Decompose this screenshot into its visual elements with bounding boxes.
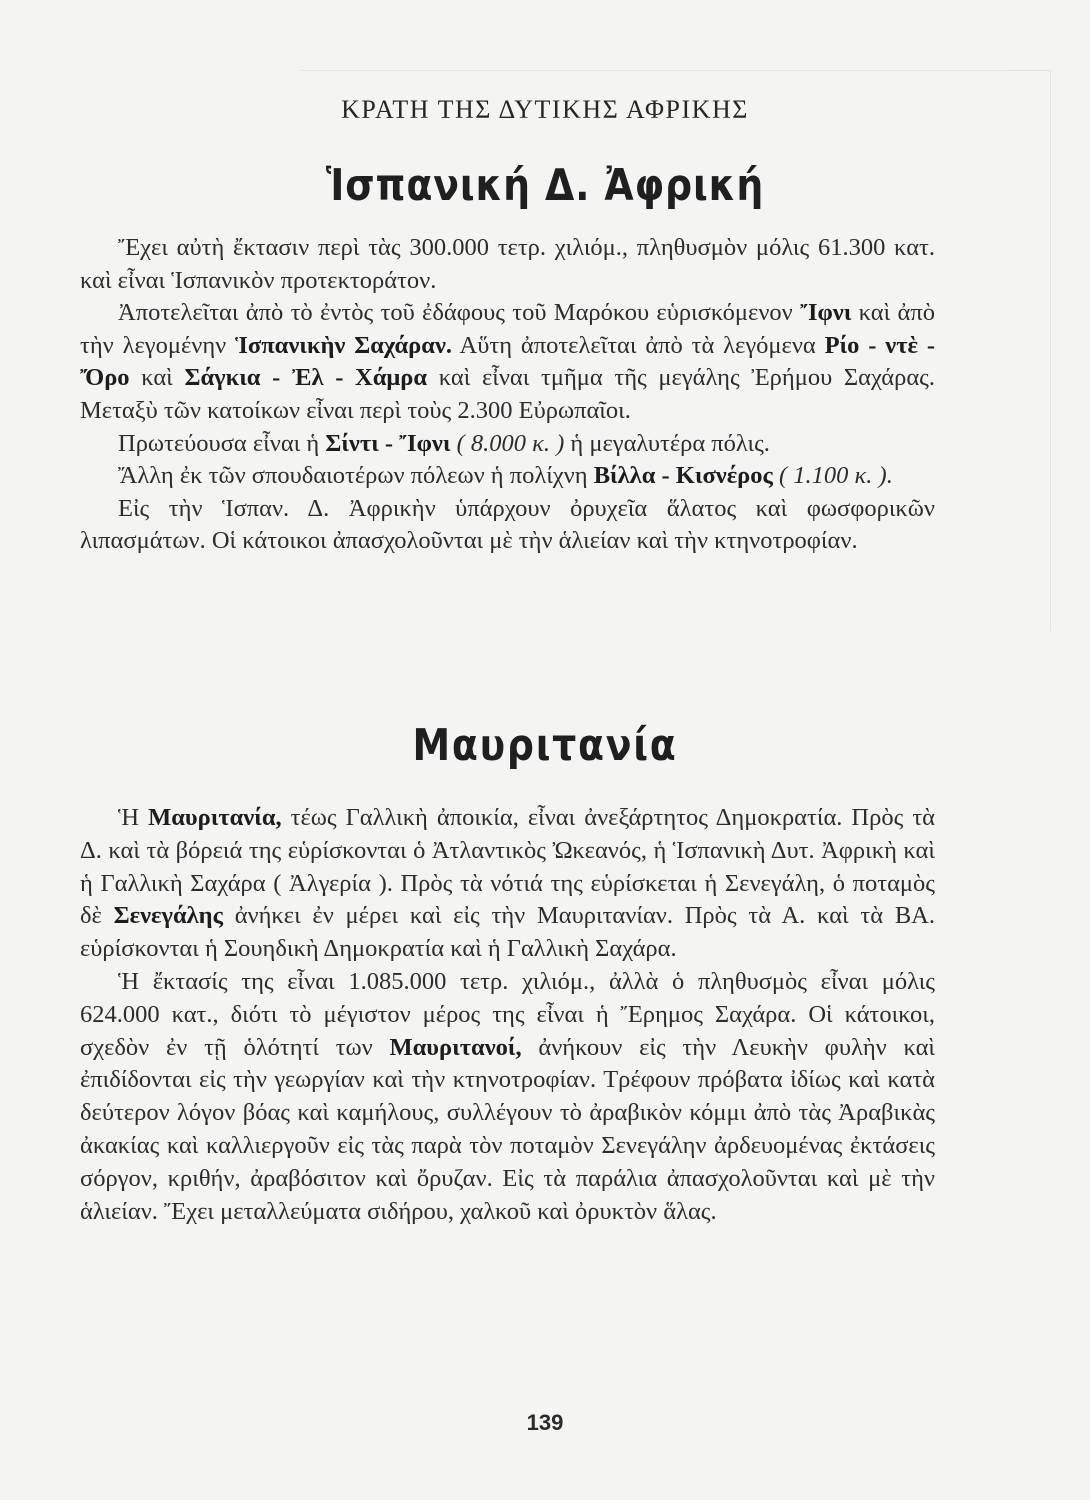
paragraph xyxy=(80,232,935,297)
population-note: ( 1.100 κ. ). xyxy=(779,462,893,490)
text-run: καὶ xyxy=(141,364,173,392)
text-run: ἀνήκει ἐν μέρει καὶ εἰς τὴν Μαυριτανίαν. Πρὸς τὰ Α. καὶ τὰ ΒΑ. εὑρίσκονται ἡ Σουηδικὴ Δημοκρατία καὶ ἡ Γαλλικὴ Σαχάρα. xyxy=(80,902,935,963)
section-body-spanish-west-africa xyxy=(80,232,935,558)
text-run: τέως Γαλλικὴ ἀποικία, εἶναι ἀνεξάρτητος Δημοκρατία. Πρὸς τὰ Δ. καὶ τὰ βόρειά της εὑρίσκονται ὁ Ἀτλαντικὸς Ὠκεανός, ἡ Ἱσπανικὴ Δυτ. Ἀφρικὴ καὶ ἡ Γαλλικὴ Σαχάρα ( Ἀλγερία ). Πρὸς τὰ νότιά της εὑρίσκεται ἡ Σενεγάλη, ὁ ποταμὸς δὲ xyxy=(80,804,936,930)
place-name: Ρίο - ντὲ - Ὄρο xyxy=(80,331,936,392)
bleed-through-frame xyxy=(1010,70,1051,631)
text-run: Αὕτη ἀποτελεῖται ἀπὸ τὰ λεγόμενα xyxy=(459,331,816,359)
page-number: 139 xyxy=(526,1410,564,1435)
running-head: ΚΡΑΤΗ ΤΗΣ ΔΥΤΙΚΗΣ ΑΦΡΙΚΗΣ xyxy=(341,95,749,124)
paragraph xyxy=(80,460,935,493)
paragraph xyxy=(80,428,935,461)
paragraph xyxy=(80,966,935,1228)
text-run: Ἡ xyxy=(118,804,140,831)
section-title-spanish-west-africa: Ἱσπανική Δ. Ἀφρική xyxy=(325,160,765,211)
text-run: ἡ μεγαλυτέρα πόλις. xyxy=(570,429,770,457)
text-run: Ἀποτελεῖται ἀπὸ τὸ ἐντὸς τοῦ ἐδάφους τοῦ Μαρόκου εὑρισκόμενον xyxy=(118,299,793,327)
text-run: Πρωτεύουσα εἶναι ἡ xyxy=(118,429,320,457)
paragraph xyxy=(80,493,935,558)
section-title-mauritania: Μαυριτανία xyxy=(412,720,678,771)
text-run: Ἡ ἔκτασίς της εἶναι 1.085.000 τετρ. χιλιόμ., ἀλλὰ ὁ πληθυσμὸς εἶναι μόλις 624.000 κατ., διότι τὸ μέγιστον μέρος της εἶναι ἡ Ἔρημος Σαχάρα. Οἱ κάτοικοι, σχεδὸν ἐν τῇ ὁλότητί των xyxy=(80,967,935,1061)
paragraph-text: Ἔχει αὐτὴ ἔκτασιν περὶ τὰς 300.000 τετρ. χιλιόμ., πληθυσμὸν μόλις 61.300 κατ. καὶ εἶναι Ἱσπανικὸν προτεκτοράτον. xyxy=(80,234,935,294)
place-name: Σάγκια - Ἐλ - Χάμρα xyxy=(184,364,428,392)
place-name: Μαυριτανία, xyxy=(148,804,282,831)
text-run: καὶ ἀπὸ τὴν λεγομένην xyxy=(80,299,936,359)
bleed-through-line xyxy=(300,70,1010,71)
people-name: Μαυριτανοί, xyxy=(389,1033,522,1061)
paragraph xyxy=(80,297,935,427)
place-name: Σίντι - Ἴφνι xyxy=(325,429,451,457)
place-name: Ἴφνι xyxy=(800,299,852,327)
text-run: ἀνήκουν εἰς τὴν Λευκὴν φυλὴν καὶ ἐπιδίδονται εἰς τὴν γεωργίαν καὶ τὴν κτηνοτροφίαν. Τρέφουν πρόβατα ἰδίως καὶ κατὰ δεύτερον λόγον βόας καὶ καμήλους, συλλέγουν τὸ ἀραβικὸν κόμμι ἀπὸ τὰς Ἀραβικὰς ἀκακίας καὶ καλλιεργοῦν εἰς τὰς παρὰ τὸν ποταμὸν Σενεγάλην ἀρδευομένας ἐκτάσεις σόργον, κριθήν, ἀραβόσιτον καὶ ὄρυζαν. Εἰς τὰ παράλια ἀπασχολοῦνται καὶ μὲ τὴν ἁλιείαν. Ἔχει μεταλλεύματα σιδήρου, χαλκοῦ καὶ ὀρυκτὸν ἅλας. xyxy=(80,1033,936,1225)
paragraph-text: Εἰς τὴν Ἱσπαν. Δ. Ἀφρικὴν ὑπάρχουν ὀρυχεῖα ἅλατος καὶ φωσφορικῶν λιπασμάτων. Οἱ κάτοικοι ἀπασχολοῦνται μὲ τὴν ἁλιείαν καὶ τὴν κτηνοτροφίαν. xyxy=(80,494,935,555)
paragraph xyxy=(80,802,935,966)
text-run: καὶ εἶναι τμῆμα τῆς μεγάλης Ἐρήμου Σαχάρας. Μεταξὺ τῶν κατοίκων εἶναι περὶ τοὺς 2.300 Εὐρωπαῖοι. xyxy=(80,364,936,424)
section-body-mauritania xyxy=(80,802,935,1228)
place-name: Βίλλα - Κισνέρος xyxy=(593,462,773,490)
place-name: Σενεγάλης xyxy=(113,902,223,930)
text-run: Ἄλλη ἐκ τῶν σπουδαιοτέρων πόλεων ἡ πολίχνη xyxy=(118,462,588,490)
population-note: ( 8.000 κ. ) xyxy=(456,429,565,457)
place-name: Ἱσπανικὴν Σαχάραν. xyxy=(235,331,453,359)
